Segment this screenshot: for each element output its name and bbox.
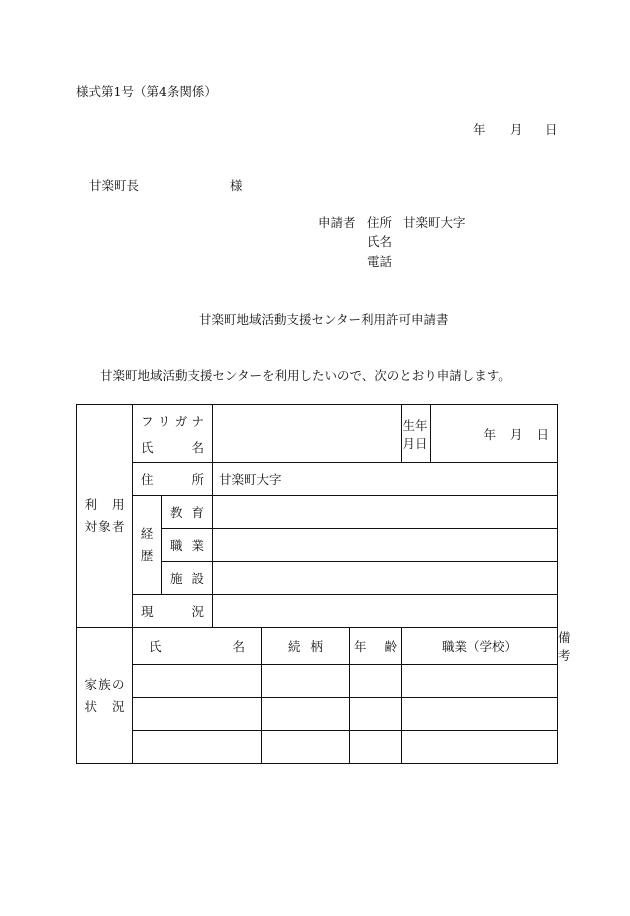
document-title: 甘楽町地域活動支援センター利用許可申請書 (199, 312, 449, 327)
family-job-cell[interactable] (402, 731, 558, 764)
history-label-cell: 経 歴 (133, 496, 162, 595)
family-relation-cell[interactable] (262, 698, 350, 731)
form-number: 様式第1号（第4条関係） (76, 84, 217, 99)
address-label-cell: 住 所 (133, 463, 213, 496)
family-age-cell[interactable] (350, 665, 402, 698)
applicant-name-label: 氏名 (367, 234, 393, 249)
family-name-cell[interactable] (133, 698, 262, 731)
occupation-label-cell: 職 業 (162, 529, 213, 562)
family-job-header: 職業（学校） (402, 628, 558, 665)
birthdate-label-cell: 生年月日 (402, 405, 431, 463)
date-month-label: 月 (510, 122, 523, 137)
family-name-cell[interactable] (133, 665, 262, 698)
facility-label-cell: 施 設 (162, 562, 213, 595)
applicant-phone-label: 電話 (367, 254, 393, 269)
date-day-label: 日 (545, 122, 558, 137)
family-relation-cell[interactable] (262, 665, 350, 698)
family-age-cell[interactable] (350, 731, 402, 764)
current-label-cell: 現 況 (133, 595, 213, 628)
current-input-cell[interactable] (213, 595, 558, 628)
family-relation-header: 続 柄 (262, 628, 350, 665)
birthdate-input-cell[interactable]: 年 月 日 (431, 405, 558, 463)
education-input-cell[interactable] (213, 496, 558, 529)
applicant-address-value: 甘楽町大字 (403, 215, 466, 230)
family-row (77, 665, 558, 698)
family-age-header: 年 齢 (350, 628, 402, 665)
family-relation-cell[interactable] (262, 731, 350, 764)
applicant-address-label: 住所 (367, 215, 393, 230)
facility-input-cell[interactable] (213, 562, 558, 595)
address-input-cell[interactable]: 甘楽町大字 (213, 463, 558, 496)
date-year-label: 年 (473, 122, 486, 137)
family-job-cell[interactable] (402, 698, 558, 731)
family-name-header: 氏 名 (133, 628, 262, 665)
occupation-input-cell[interactable] (213, 529, 558, 562)
honorific: 様 (230, 178, 243, 193)
user-section-label: 利 用 対 象 者 (77, 405, 133, 628)
name-input-cell[interactable] (213, 405, 402, 463)
family-section-label: 家 族 の 状 況 (77, 628, 133, 764)
applicant-label: 申請者 (318, 215, 356, 230)
furigana-name-label-cell: フ リ ガ ナ 氏 名 (133, 405, 213, 463)
family-row (77, 731, 558, 764)
family-age-cell[interactable] (350, 698, 402, 731)
addressee: 甘楽町長 (89, 178, 140, 193)
education-label-cell: 教 育 (162, 496, 213, 529)
application-form-table: 利 用 対 象 者 フ リ ガ ナ 氏 名 生年月日 年 月 日 住 所 甘楽町大字 経 歴 教 育 職 業 施 設 現 況 家 族 の 状 況 氏 名 続 柄 年 齢 職業（学校） 備考 (76, 404, 558, 764)
family-row (77, 698, 558, 731)
intro-text: 甘楽町地域活動支援センターを利用したいので、次のとおり申請します。 (100, 368, 511, 383)
family-name-cell[interactable] (133, 731, 262, 764)
family-job-cell[interactable] (402, 665, 558, 698)
